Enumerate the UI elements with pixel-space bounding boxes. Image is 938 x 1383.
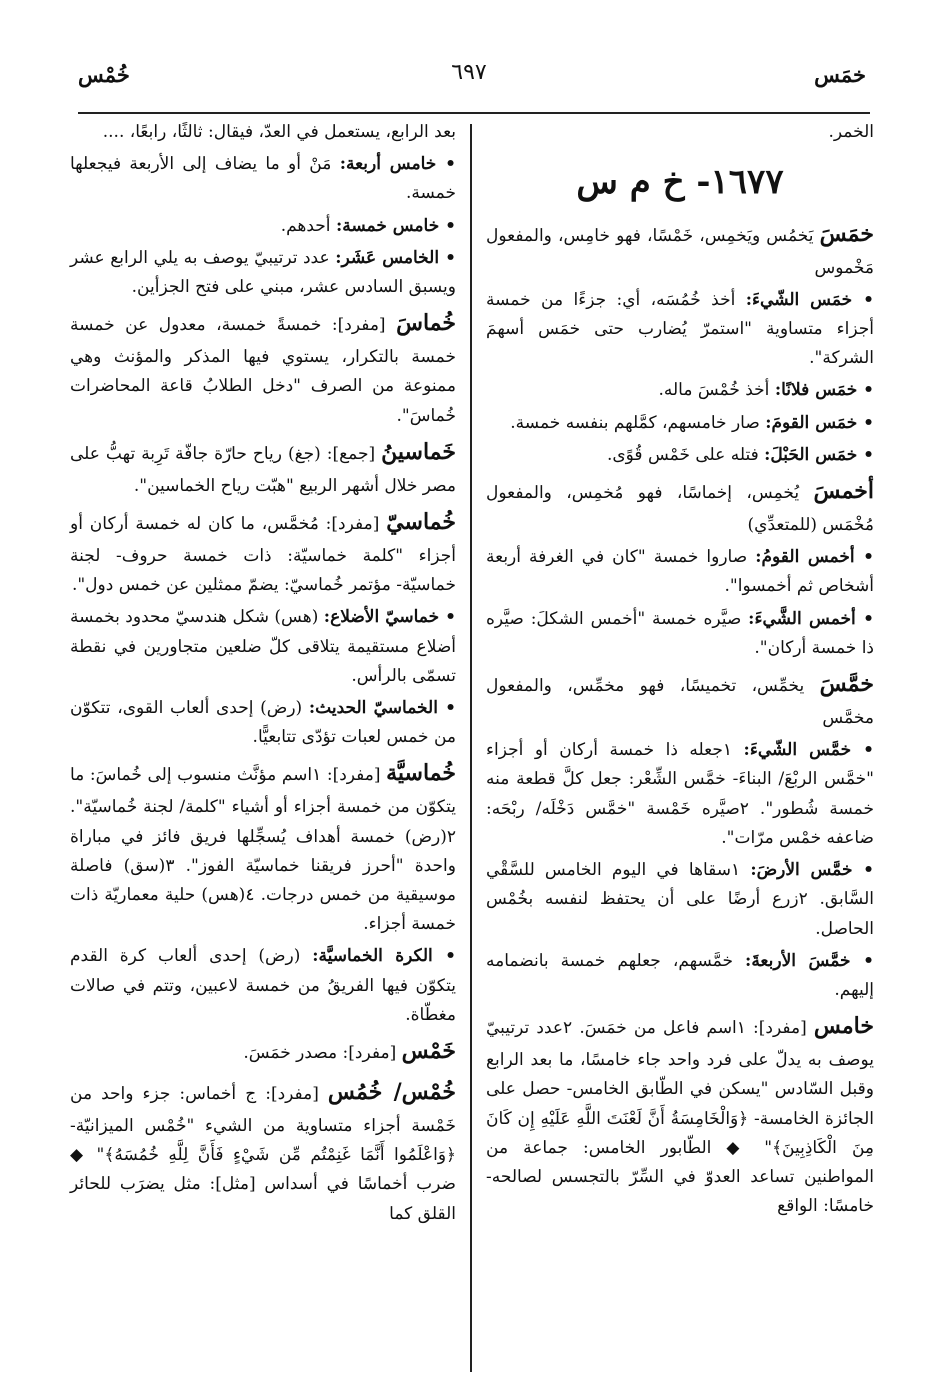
sub-entry: [70, 244, 456, 302]
left-column: [70, 118, 456, 1232]
sub-entry: [486, 376, 874, 405]
entry-text: صيَّره خمسة "أخمس الشكلَ: صيَّره ذا خمسة أركان".: [486, 608, 874, 658]
entry-text: [مفرد]: ١اسم فاعل من خمَسَ. ٢عدد ترتيبيّ يوصف به يدلّ على فرد واحد جاء خامسًا، ما بعد الرابع وقبل السّادس "يسكن في الطّابق الخامس- حصل على الجائزة الخامسة- ﴿وَالْخَامِسَةُ أَنَّ لَعْنَتَ اللَّهِ عَلَيْهِ إِن كَانَ مِنَ الْكَاذِبِينَ﴾" ◆ الطّابور الخامس: جماعة من المواطنين تساعد العدوّ في السِّرّ بالتجسس لصالحه- خامسًا: الواقع: [486, 1018, 874, 1217]
entry-text: بعد الرابع، يستعمل في العدّ، فيقال: ثالثًا، رابعًا، ....: [102, 122, 456, 142]
entry-text: (رض) إحدى ألعاب القوى، تتكوّن من خمس لعبات تؤدّى تتابعيًّا.: [70, 698, 456, 748]
entry-text: يَخمُس ويَخمِس، خَمْسًا، فهو خامِس، والمفعول مَخْموس: [486, 225, 874, 278]
sub-headword: • خمَس القومَ:: [765, 412, 874, 433]
headword: خامس: [813, 1013, 874, 1040]
sub-headword: • الخماسيّ الحديث:: [308, 698, 457, 718]
entry-text: أخذ خُمْسَ ماله.: [658, 380, 775, 401]
entry-text: عدد ترتيبيّ يوصف به يلي الرابع عشر ويسبق السادس عشر، مبني على فتح الجزأين.: [70, 247, 456, 298]
sub-entry: [70, 212, 456, 241]
sub-headword: • الخامس عَشَر:: [335, 247, 456, 268]
running-head-right: خمَس: [814, 62, 866, 87]
headword: خُماسَ: [396, 310, 456, 337]
sub-headword: • خمَس الحَبْلَ:: [764, 444, 874, 465]
sub-headword: • خماسيّ الأضلاع:: [323, 607, 456, 628]
running-head-left: خُمْس: [78, 62, 130, 87]
headword: خَماسينُ: [381, 438, 456, 465]
sub-headword: • خمَس الشّيءَ:: [745, 289, 874, 310]
page-number: ٦٩٧: [451, 60, 487, 85]
sub-entry: [70, 694, 456, 752]
entry-text: [مفرد]: مُخمَّس، ما كان له خمسة أركان أو أجزاء "كلمة خماسيّة: ذات خمسة حروف- لجنة خماسيّة- مؤتمر خُماسيّ: يضمّ ممثلين عن خمس دول".: [70, 514, 456, 596]
entry-khums: [70, 1074, 456, 1229]
entry-khamasin: [70, 434, 456, 501]
entry-text: [مفرد]: ١اسم مؤنَّث منسوب إلى خُماسَ: ما يتكوّن من خمسة أجزاء أو أشياء "كلمة/ لجنة خُماسيّة". ٢(رض) خمسة أهداف يُسجِّلها فريق فائز في مباراة واحدة "أحرز فريقنا خماسيّة الفوز". ٣(سق) فاصلة موسيقية من خمس درجات. ٤(هس) حلية معماريّة ذات خمسة أجزاء.: [70, 765, 456, 935]
entry-text: [مفرد]: خمسةً خمسة، معدول عن خمسة خمسة بالتكرار، يستوي فيها المذكر والمؤنث وهي ممنوعة من الصرف "دخل الطلابُ قاعة المحاضرات خُماسَ".: [70, 315, 456, 426]
entry-text: [مفرد]: مصدر خمَسَ.: [243, 1043, 402, 1064]
sub-entry: [70, 150, 456, 208]
entry-text: يُخمِس، إخماسًا، فهو مُخمِس، والمفعول مُخْمَس (للمتعدِّي): [486, 483, 874, 535]
entry-khammasa: [486, 666, 874, 733]
sub-headword: • خامس أربعة:: [339, 154, 456, 175]
column-divider: [470, 124, 472, 1372]
entry-text: فتله على خَمْس قُوًى.: [606, 444, 765, 465]
sub-entry: [70, 603, 456, 691]
entry-text: صاروا خمسة "كان في الغرفة أربعة أشخاص ثم أخمسوا".: [486, 547, 874, 597]
entry-text: (رض) إحدى ألعاب كرة القدم يتكوّن فيها الفريقُ من خمسة لاعبين، وتتم في صالات مغطّاة.: [70, 946, 456, 1025]
sub-headword: • أخمس القومُ:: [755, 547, 874, 568]
continuation-text: [70, 118, 456, 147]
header-rule: [78, 112, 870, 114]
sub-entry: [486, 286, 874, 374]
sub-entry: [486, 947, 874, 1005]
entry-text: (هس) شكل هندسيّ محدود بخمسة أضلاع مستقيمة يتلاقى كلّ ضلعين متجاورين في نقطة تسمّى بالرأس.: [70, 607, 456, 686]
headword: خمَسَ: [819, 220, 874, 247]
entry-khamasa: [486, 216, 874, 283]
entry-text: ١جعله ذا خمسة أركان أو أجزاء "خمَّس الربْعَ/ البناءَ- خمَّس الشِّعْر: جعل كلَّ قطعة منه خمسة شُطور". ٢صيَّره خَمْسة "خمَّس دَخْلَه/ ربْحَه: ضاعفه خمْس مرّات".: [486, 740, 874, 848]
headword: خمَّسَ: [819, 671, 874, 698]
sub-entry: [486, 736, 874, 853]
sub-headword: • خمَّسَ الأربعةَ:: [745, 950, 874, 971]
sub-headword: • خامس خمسة:: [335, 215, 456, 236]
headword: خَمْس: [401, 1038, 456, 1065]
headword: خُماسيَّة: [386, 760, 456, 787]
entry-khamis: [486, 1008, 874, 1221]
sub-headword: • خمَّس الأرضَ:: [750, 860, 875, 881]
headword: خُمْس/ خُمُس: [327, 1079, 456, 1105]
sub-entry: [486, 409, 874, 438]
entry-text: خمَّسهم، جعلهم خمسة بانضمامه إليهم.: [486, 950, 874, 1001]
entry-akhmasa: [486, 473, 874, 540]
entry-text: أخذ خُمُسَه، أي: جزءًا من خمسة أجزاء متساوية "استمرّ يُضارب حتى خمَس أسهمَ الشركة".: [486, 289, 874, 369]
sub-entry: [486, 605, 874, 663]
sub-entry: [70, 942, 456, 1030]
entry-text: أحدهم.: [280, 215, 336, 236]
entry-khumasa: [70, 305, 456, 431]
sub-headword: • خمَّس الشّيءَ:: [743, 740, 874, 761]
entry-text: يخمِّس، تخميسًا، فهو مخمِّس، والمفعول مخمَّس: [486, 676, 874, 728]
right-column: [486, 118, 874, 1225]
sub-entry: [486, 543, 874, 601]
sub-entry: [486, 441, 874, 470]
entry-text: ١سقاها في اليوم الخامس للسَّقْي السَّابق. ٢زرع أرضًا على أن يحتفظ لنفسه بخُمْس الحاصل.: [486, 860, 875, 939]
sub-headword: • أخمس الشَّيءَ:: [748, 608, 874, 629]
entry-khumasi: [70, 504, 456, 600]
entry-text: صار خامسهم، كمَّلهم بنفسه خمسة.: [510, 412, 766, 433]
sub-headword: • خمَس فلانًا:: [774, 380, 874, 401]
headword: أخمسَ: [813, 478, 874, 505]
entry-text: [مفرد]: ج أخماس: جزء واحد من خَمْسة أجزاء متساوية من الشيء "خُمْس الميزانيّة- ﴿وَاعْلَمُوا أَنَّمَا غَنِمْتُم مِّن شَيْءٍ فَأَنَّ لِلَّهِ خُمُسَهُ﴾" ◆ ضرب أخماسًا في أسداس [مثل]: مثل يضرَب للحائر القلق كما: [70, 1084, 456, 1224]
continuation-text: الخمر.: [828, 122, 874, 142]
entry-khumasiyya: [70, 755, 456, 939]
root-heading: ١٦٧٧- خ م س: [576, 162, 784, 203]
sub-entry: [486, 856, 874, 944]
entry-text: مَنْ أو ما يضاف إلى الأربعة فيجعلها خمسة.: [70, 154, 456, 204]
entry-khams: [70, 1033, 456, 1071]
entry-text: [جمع]: (جغ) رياح حارّة جافّة تَرِبة تهبُّ على مصر خلال أشهر الربيع "هبّت رياح الخماسين".: [70, 443, 456, 496]
headword: خُماسيّ: [386, 509, 456, 535]
sub-headword: • الكرة الخماسيَّة:: [312, 946, 456, 967]
